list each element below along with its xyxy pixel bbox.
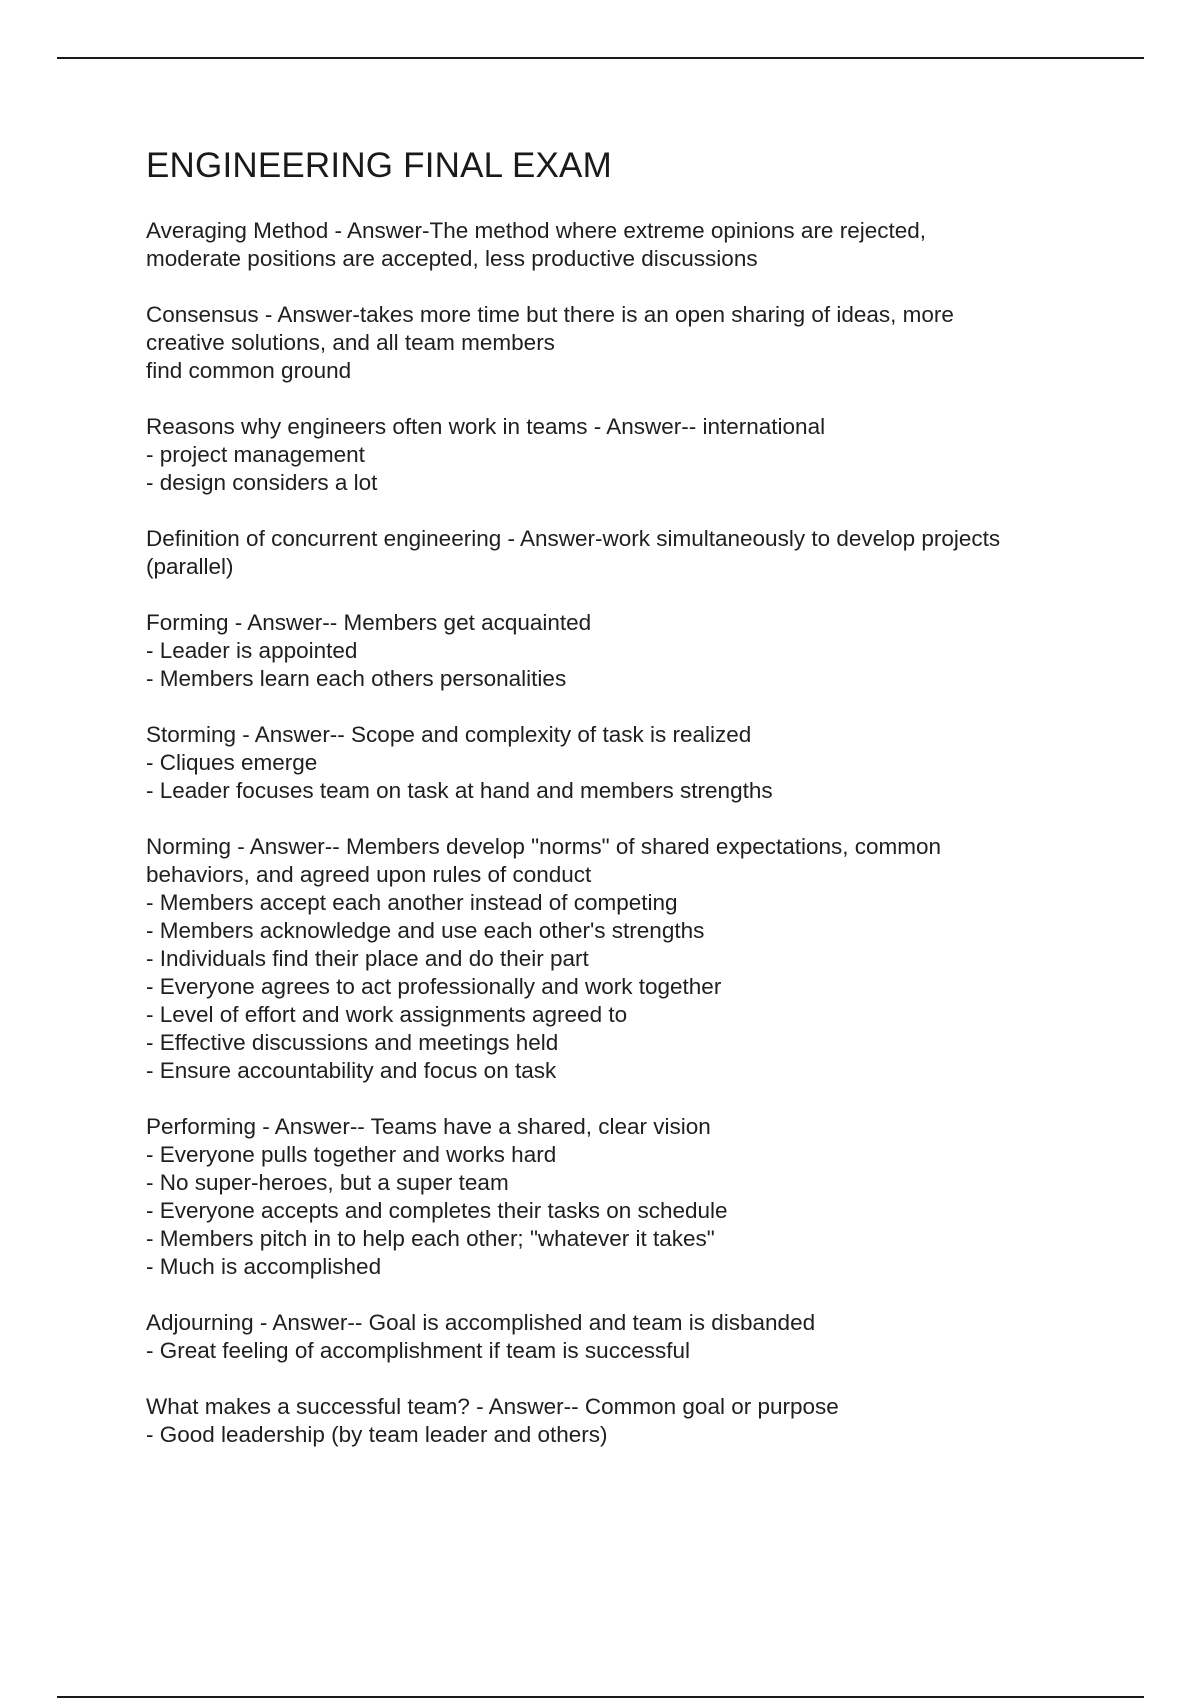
entry-reasons-teams <box>146 413 1086 497</box>
entry-line: Averaging Method - Answer-The method where extreme opinions are rejected, <box>146 218 926 243</box>
document-page <box>146 140 1086 1477</box>
entry-line: - No super-heroes, but a super team <box>146 1170 509 1195</box>
entry-line: - Members accept each another instead of competing <box>146 890 678 915</box>
entry-line: - design considers a lot <box>146 470 378 495</box>
entry-line: - Good leadership (by team leader and others) <box>146 1422 608 1447</box>
entry-line: - Great feeling of accomplishment if team is successful <box>146 1338 690 1363</box>
entry-line: - Ensure accountability and focus on task <box>146 1058 557 1083</box>
entry-line: - Members learn each others personalities <box>146 666 567 691</box>
entry-line: Performing - Answer-- Teams have a shared, clear vision <box>146 1114 711 1139</box>
entry-line: - Cliques emerge <box>146 750 318 775</box>
entry-storming <box>146 721 1086 805</box>
entry-line: - Everyone agrees to act professionally and work together <box>146 974 722 999</box>
entry-adjourning <box>146 1309 1086 1365</box>
page-title: ENGINEERING FINAL EXAM <box>146 146 612 185</box>
entry-line: Adjourning - Answer-- Goal is accomplished and team is disbanded <box>146 1310 816 1335</box>
entry-averaging-method <box>146 217 1086 273</box>
entry-line: Forming - Answer-- Members get acquainted <box>146 610 592 635</box>
entry-line: - Leader focuses team on task at hand and members strengths <box>146 778 773 803</box>
entry-line: - project management <box>146 442 365 467</box>
entry-line: - Effective discussions and meetings held <box>146 1030 559 1055</box>
entry-line: (parallel) <box>146 554 234 579</box>
entry-line: What makes a successful team? - Answer-- Common goal or purpose <box>146 1394 839 1419</box>
entry-line: moderate positions are accepted, less productive discussions <box>146 246 758 271</box>
entry-line: - Members acknowledge and use each other's strengths <box>146 918 705 943</box>
entry-line: find common ground <box>146 358 352 383</box>
entry-line: - Leader is appointed <box>146 638 358 663</box>
entry-line: Storming - Answer-- Scope and complexity of task is realized <box>146 722 752 747</box>
entry-line: behaviors, and agreed upon rules of conduct <box>146 862 592 887</box>
bottom-rule <box>57 1696 1144 1698</box>
top-rule <box>57 57 1144 59</box>
entry-performing <box>146 1113 1086 1281</box>
entry-line: Norming - Answer-- Members develop "norms" of shared expectations, common <box>146 834 942 859</box>
entry-consensus <box>146 301 1086 385</box>
entry-line: Consensus - Answer-takes more time but there is an open sharing of ideas, more <box>146 302 954 327</box>
entry-line: - Everyone accepts and completes their tasks on schedule <box>146 1198 728 1223</box>
entry-line: - Much is accomplished <box>146 1254 382 1279</box>
entry-line: - Everyone pulls together and works hard <box>146 1142 557 1167</box>
entry-successful-team <box>146 1393 1086 1449</box>
entry-line: - Members pitch in to help each other; "whatever it takes" <box>146 1226 715 1251</box>
entry-line: - Individuals find their place and do their part <box>146 946 589 971</box>
entry-norming <box>146 833 1086 1085</box>
entry-line: creative solutions, and all team members <box>146 330 555 355</box>
entry-line: Definition of concurrent engineering - Answer-work simultaneously to develop projects <box>146 526 1001 551</box>
entry-line: - Level of effort and work assignments agreed to <box>146 1002 628 1027</box>
entry-concurrent-engineering <box>146 525 1086 581</box>
entry-line: Reasons why engineers often work in teams - Answer-- international <box>146 414 826 439</box>
entry-forming <box>146 609 1086 693</box>
